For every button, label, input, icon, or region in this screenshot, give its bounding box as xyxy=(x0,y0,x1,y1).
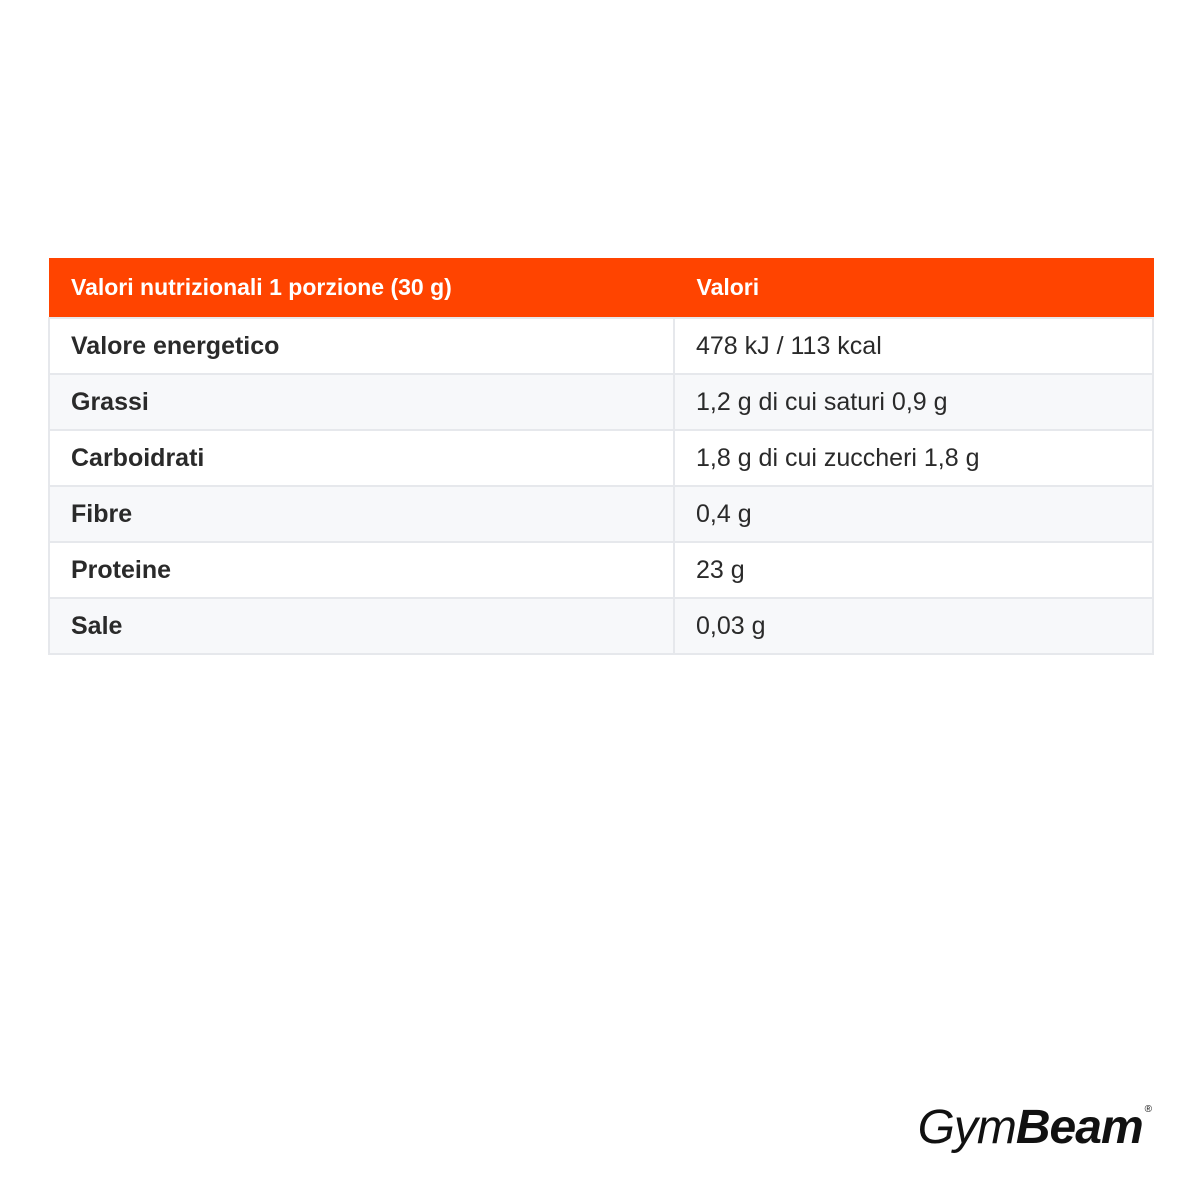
nutrient-name: Fibre xyxy=(49,486,674,542)
nutrient-value: 0,4 g xyxy=(674,486,1153,542)
table-row xyxy=(49,374,1153,430)
table-header-row xyxy=(49,258,1153,318)
nutrient-name: Proteine xyxy=(49,542,674,598)
table-row xyxy=(49,430,1153,486)
gymbeam-logo xyxy=(917,1100,1152,1154)
nutrition-table xyxy=(48,258,1154,655)
nutrient-value: 1,8 g di cui zuccheri 1,8 g xyxy=(674,430,1153,486)
nutrient-name: Valore energetico xyxy=(49,318,674,374)
column-header-value: Valori xyxy=(674,258,1153,318)
column-header-nutrient: Valori nutrizionali 1 porzione (30 g) xyxy=(49,258,674,318)
logo-text-beam: Beam xyxy=(1015,1101,1143,1154)
table-row xyxy=(49,542,1153,598)
nutrient-name: Carboidrati xyxy=(49,430,674,486)
nutrient-value: 478 kJ / 113 kcal xyxy=(674,318,1153,374)
registered-mark: ® xyxy=(1144,1104,1152,1115)
nutrient-name: Sale xyxy=(49,598,674,654)
table-row xyxy=(49,318,1153,374)
table-row xyxy=(49,598,1153,654)
nutrient-value: 1,2 g di cui saturi 0,9 g xyxy=(674,374,1153,430)
nutrient-value: 0,03 g xyxy=(674,598,1153,654)
nutrient-value: 23 g xyxy=(674,542,1153,598)
logo-text-gym: Gym xyxy=(917,1101,1016,1154)
nutrient-name: Grassi xyxy=(49,374,674,430)
table-row xyxy=(49,486,1153,542)
